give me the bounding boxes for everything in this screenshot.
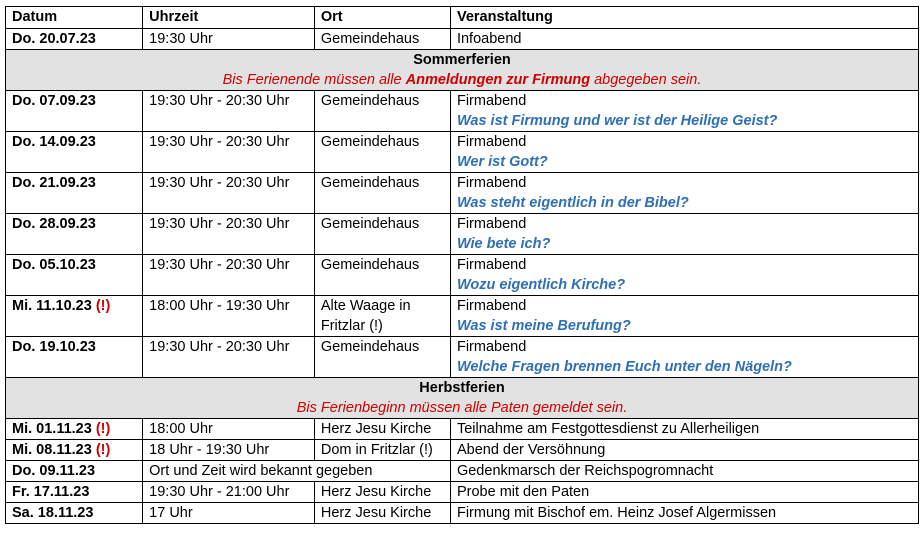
table-row xyxy=(6,132,919,173)
event-cell xyxy=(450,173,918,214)
event-label: Firmabend xyxy=(456,216,527,232)
date-cell: Do. 09.11.23 xyxy=(6,461,143,482)
time-cell: 19:30 Uhr - 20:30 Uhr xyxy=(143,214,315,255)
date-cell: Fr. 17.11.23 xyxy=(6,482,143,503)
table-row xyxy=(6,440,919,461)
event-cell: Gedenkmarsch der Reichspogromnacht xyxy=(450,461,918,482)
table-row xyxy=(6,337,919,378)
event-cell xyxy=(450,296,918,337)
date-cell: Do. 05.10.23 xyxy=(6,255,143,296)
time-cell: 19:30 Uhr - 20:30 Uhr xyxy=(143,173,315,214)
section-row-autumn xyxy=(6,378,919,419)
event-label: Firmabend xyxy=(456,298,527,314)
section-note: Bis Ferienende müssen alle Anmeldungen zur Firmung abgegeben sein. xyxy=(222,72,702,88)
section-title: Sommerferien xyxy=(413,52,511,68)
warning-mark: (!) xyxy=(95,421,111,437)
table-row xyxy=(6,255,919,296)
event-label: Firmabend xyxy=(456,257,527,273)
table-row xyxy=(6,482,919,503)
place-cell: Gemeindehaus xyxy=(314,255,450,296)
time-cell: 17 Uhr xyxy=(143,503,315,524)
section-note: Bis Ferienbeginn müssen alle Paten gemeldet sein. xyxy=(296,400,628,416)
time-place-cell: Ort und Zeit wird bekannt gegeben xyxy=(143,461,451,482)
section-cell xyxy=(6,378,919,419)
date-cell: Do. 19.10.23 xyxy=(6,337,143,378)
date-cell: Mi. 01.11.23 (!) xyxy=(6,419,143,440)
header-row xyxy=(6,7,919,29)
date-cell: Do. 20.07.23 xyxy=(6,29,143,50)
event-cell: Firmung mit Bischof em. Heinz Josef Algermissen xyxy=(450,503,918,524)
schedule-table xyxy=(5,6,919,524)
place-cell: Gemeindehaus xyxy=(314,132,450,173)
event-cell xyxy=(450,214,918,255)
event-topic: Welche Fragen brennen Euch unter den Nägeln? xyxy=(456,359,792,375)
time-cell: 19:30 Uhr - 20:30 Uhr xyxy=(143,337,315,378)
time-cell: 18 Uhr - 19:30 Uhr xyxy=(143,440,315,461)
time-cell: 18:00 Uhr xyxy=(143,419,315,440)
event-topic: Was steht eigentlich in der Bibel? xyxy=(456,195,689,211)
place-cell: Gemeindehaus xyxy=(314,214,450,255)
place-cell: Alte Waage in Fritzlar (!) xyxy=(314,296,450,337)
time-cell: 18:00 Uhr - 19:30 Uhr xyxy=(143,296,315,337)
table-row xyxy=(6,419,919,440)
time-cell: 19:30 Uhr - 20:30 Uhr xyxy=(143,91,315,132)
time-cell: 19:30 Uhr - 21:00 Uhr xyxy=(143,482,315,503)
event-topic: Wie bete ich? xyxy=(456,236,551,252)
place-cell: Herz Jesu Kirche xyxy=(314,482,450,503)
event-topic: Wozu eigentlich Kirche? xyxy=(456,277,626,293)
table-row xyxy=(6,503,919,524)
event-cell xyxy=(450,132,918,173)
event-topic: Was ist Firmung und wer ist der Heilige Geist? xyxy=(456,113,778,129)
place-cell: Gemeindehaus xyxy=(314,337,450,378)
event-cell xyxy=(450,255,918,296)
date-cell: Do. 07.09.23 xyxy=(6,91,143,132)
place-cell: Dom in Fritzlar (!) xyxy=(314,440,450,461)
date-cell: Do. 28.09.23 xyxy=(6,214,143,255)
time-cell: 19:30 Uhr xyxy=(143,29,315,50)
date-cell: Do. 14.09.23 xyxy=(6,132,143,173)
table-row xyxy=(6,461,919,482)
header-place: Ort xyxy=(314,7,450,29)
event-topic: Wer ist Gott? xyxy=(456,154,548,170)
table-row xyxy=(6,296,919,337)
section-title: Herbstferien xyxy=(419,380,505,396)
section-row-summer xyxy=(6,50,919,91)
event-cell xyxy=(450,337,918,378)
date-cell: Mi. 11.10.23 (!) xyxy=(6,296,143,337)
event-label: Firmabend xyxy=(456,134,527,150)
table-row xyxy=(6,173,919,214)
event-cell: Abend der Versöhnung xyxy=(450,440,918,461)
event-topic: Was ist meine Berufung? xyxy=(456,318,631,334)
place-cell: Herz Jesu Kirche xyxy=(314,419,450,440)
header-time: Uhrzeit xyxy=(143,7,315,29)
event-cell: Infoabend xyxy=(450,29,918,50)
event-label: Firmabend xyxy=(456,93,527,109)
header-date: Datum xyxy=(6,7,143,29)
warning-mark: (!) xyxy=(95,298,111,314)
date-cell: Do. 21.09.23 xyxy=(6,173,143,214)
time-cell: 19:30 Uhr - 20:30 Uhr xyxy=(143,132,315,173)
date-cell: Mi. 08.11.23 (!) xyxy=(6,440,143,461)
time-cell: 19:30 Uhr - 20:30 Uhr xyxy=(143,255,315,296)
event-cell: Teilnahme am Festgottesdienst zu Allerheiligen xyxy=(450,419,918,440)
place-cell: Gemeindehaus xyxy=(314,91,450,132)
place-cell: Gemeindehaus xyxy=(314,29,450,50)
table-row xyxy=(6,214,919,255)
table-row xyxy=(6,29,919,50)
date-cell: Sa. 18.11.23 xyxy=(6,503,143,524)
table-row xyxy=(6,91,919,132)
section-note-emphasis: Anmeldungen zur Firmung xyxy=(405,72,591,88)
place-cell: Herz Jesu Kirche xyxy=(314,503,450,524)
place-cell: Gemeindehaus xyxy=(314,173,450,214)
section-cell xyxy=(6,50,919,91)
header-event: Veranstaltung xyxy=(450,7,918,29)
warning-mark: (!) xyxy=(95,442,111,458)
event-label: Firmabend xyxy=(456,175,527,191)
event-cell: Probe mit den Paten xyxy=(450,482,918,503)
event-label: Firmabend xyxy=(456,339,527,355)
event-cell xyxy=(450,91,918,132)
